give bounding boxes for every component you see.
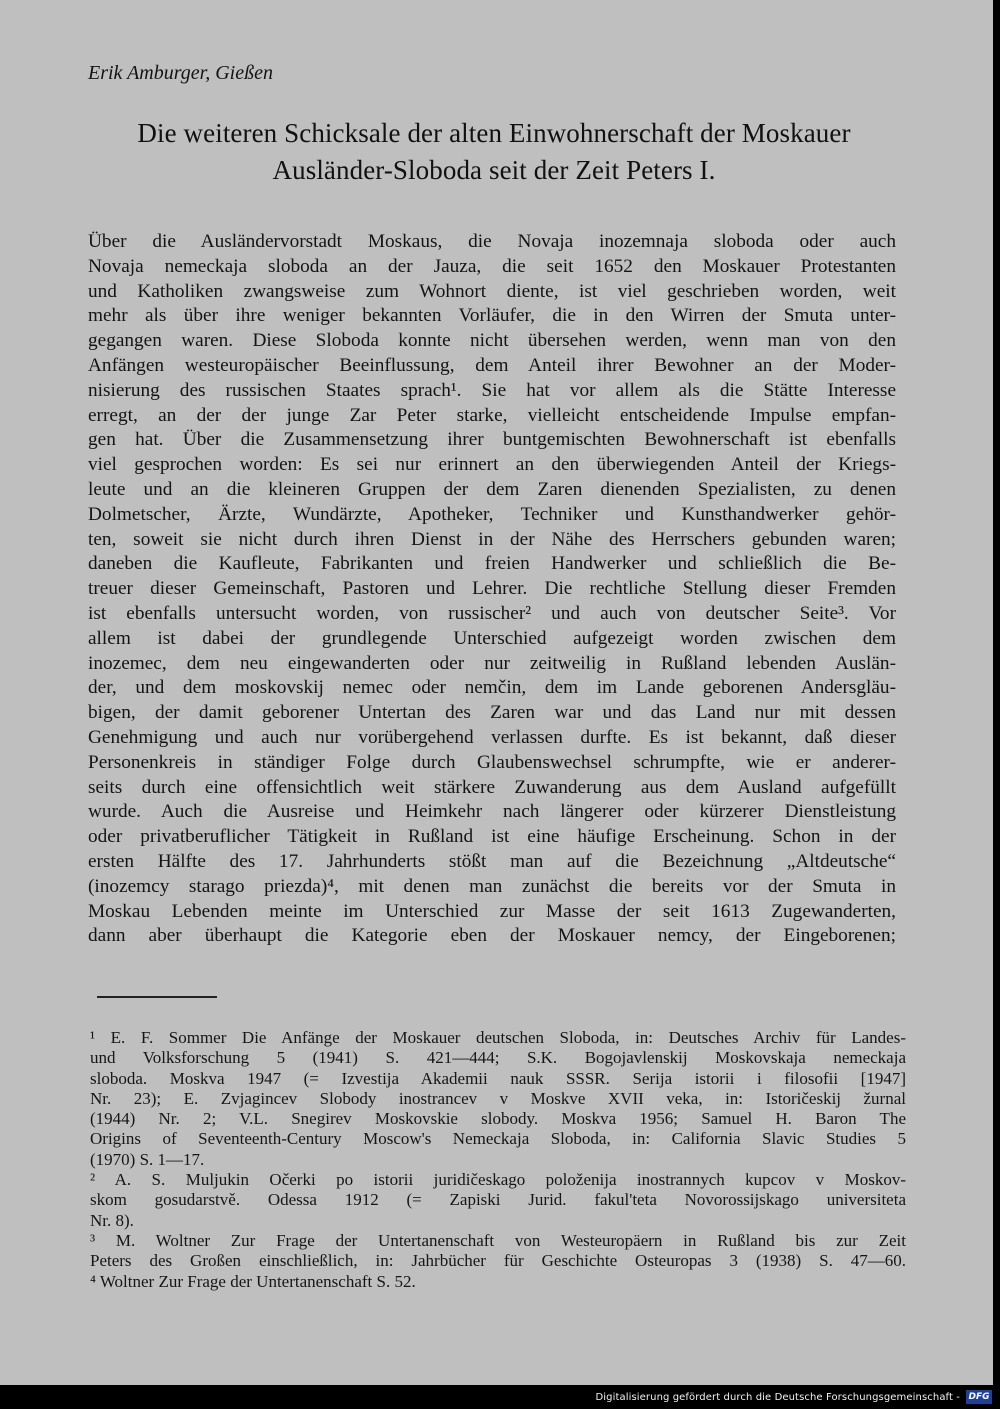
- footnote-line: Nr. 8).: [90, 1210, 134, 1230]
- body-line: nisierung des russischen Staates sprach¹. Sie hat vor allem als die Stätte Interesse: [88, 379, 896, 401]
- footnote-separator: [97, 996, 217, 998]
- body-line: und Katholiken zwangsweise zum Wohnort diente, ist viel geschrieben worden, weit: [88, 280, 896, 302]
- body-line: treuer dieser Gemeinschaft, Pastoren und Lehrer. Die rechtliche Stellung dieser Fremden: [88, 578, 896, 600]
- body-line: daneben die Kaufleute, Fabrikanten und freien Handwerker und schließlich die Be-: [88, 553, 896, 575]
- body-line: viel gesprochen worden: Es sei nur erinnert an den überwiegenden Anteil der Kriegs-: [88, 454, 896, 476]
- digitization-credit: Digitalisierung gefördert durch die Deutsche Forschungsgemeinschaft -: [595, 1392, 960, 1403]
- footnotes: [90, 1028, 906, 1292]
- author-line: Erik Amburger, Gießen: [88, 62, 273, 84]
- body-line: Über die Ausländervorstadt Moskaus, die Novaja inozemnaja sloboda oder auch: [88, 231, 896, 252]
- footnote-line: ¹ E. F. Sommer Die Anfänge der Moskauer deutschen Sloboda, in: Deutsches Archiv für Landes-: [90, 1028, 906, 1047]
- body-line: ersten Hälfte des 17. Jahrhunderts stößt man auf die Bezeichnung „Altdeutsche“: [88, 850, 896, 872]
- body-line: inozemec, dem neu eingewanderten oder nur zeitweilig in Rußland lebenden Auslän-: [88, 652, 896, 674]
- body-line: oder privatberuflicher Tätigkeit in Rußland ist eine häufige Erscheinung. Schon in der: [88, 826, 896, 848]
- body-line: Anfängen westeuropäischer Beeinflussung, dem Anteil ihrer Bewohner an der Moder-: [88, 354, 896, 376]
- body-line: der, und dem moskovskij nemec oder nemčin, dem im Lande geborenen Andersgläu-: [88, 677, 896, 699]
- body-line: (inozemcy starago priezda)⁴, mit denen man zunächst die bereits vor der Smuta in: [88, 875, 896, 897]
- body-line: ist ebenfalls untersucht worden, von russischer² und auch von deutscher Seite³. Vor: [88, 602, 896, 624]
- body-line: mehr als über ihre weniger bekannten Vorläufer, die in den Wirren der Smuta unter-: [88, 305, 896, 327]
- footnote-line: Origins of Seventeenth-Century Moscow's Nemeckaja Sloboda, in: California Slavic Studies 5: [90, 1129, 906, 1149]
- body-line: erregt, an der der junge Zar Peter starke, vielleicht entscheidende Impulse empfan-: [88, 404, 896, 426]
- body-line: allem ist dabei der grundlegende Unterschied aufgezeigt worden zwischen dem: [88, 627, 896, 649]
- footnote-line: ⁴ Woltner Zur Frage der Untertanenschaft S. 52.: [90, 1271, 416, 1291]
- body-line: Genehmigung und auch nur vorübergehend verlassen durfte. Es ist bekannt, daß dieser: [88, 726, 896, 748]
- footnote-line: ² A. S. Muljukin Očerki po istorii juridičeskago položenija inostrannych kupcov v Moskov-: [90, 1170, 906, 1190]
- body-line: wurde. Auch die Ausreise und Heimkehr nach längerer oder kürzerer Dienstleistung: [88, 801, 896, 823]
- dfg-logo: DFG: [966, 1390, 992, 1404]
- title-line-1: Die weiteren Schicksale der alten Einwohnerschaft der Moskauer: [137, 118, 851, 148]
- body-line: Moskau Lebenden meinte im Unterschied zur Masse der seit 1613 Zugewanderten,: [88, 900, 896, 922]
- article-title: [84, 115, 904, 189]
- body-line: Personenkreis in ständiger Folge durch Glaubenswechsel schrumpfte, wie er anderer-: [88, 751, 896, 773]
- body-text: [88, 230, 896, 949]
- footnote-line: skom gosudarstvě. Odessa 1912 (= Zapiski Jurid. fakul'teta Novorossijskago universiteta: [90, 1190, 906, 1210]
- footnote-line: Peters des Großen einschließlich, in: Jahrbücher für Geschichte Osteuropas 3 (1938) S. 47—60.: [90, 1251, 906, 1271]
- footnote-line: (1944) Nr. 2; V.L. Snegirev Moskovskie slobody. Moskva 1956; Samuel H. Baron The: [90, 1109, 906, 1129]
- footnote-line: und Volksforschung 5 (1941) S. 421—444; S.K. Bogojavlenskij Moskovskaja nemeckaja: [90, 1048, 906, 1068]
- body-line: gen hat. Über die Zusammensetzung ihrer buntgemischten Bewohnerschaft ist ebenfalls: [88, 429, 896, 451]
- body-line: bigen, der damit geborener Untertan des Zaren war und das Land nur mit dessen: [88, 702, 896, 724]
- body-line: Dolmetscher, Ärzte, Wundärzte, Apotheker, Techniker und Kunsthandwerker gehör-: [88, 503, 896, 525]
- footnote-line: ³ M. Woltner Zur Frage der Untertanenschaft von Westeuropäern in Rußland bis zur Zeit: [90, 1230, 906, 1250]
- body-line: ten, soweit sie nicht durch ihren Dienst in der Nähe des Herrschers gebunden waren;: [88, 528, 896, 550]
- title-line-2: Ausländer-Sloboda seit der Zeit Peters I.: [272, 155, 716, 185]
- body-line: gegangen waren. Diese Sloboda konnte nicht übersehen werden, wenn man von den: [88, 330, 896, 352]
- body-line: Novaja nemeckaja sloboda an der Jauza, die seit 1652 den Moskauer Protestanten: [88, 255, 896, 277]
- body-line: dann aber überhaupt die Kategorie eben der Moskauer nemcy, der Eingeborenen;: [88, 925, 896, 947]
- footnote-line: (1970) S. 1—17.: [90, 1149, 205, 1169]
- footnote-line: Nr. 23); E. Zvjagincev Slobody inostrancev v Moskve XVII veka, in: Istoričeskij žurnal: [90, 1088, 906, 1108]
- body-line: leute und an die kleineren Gruppen der dem Zaren dienenden Spezialisten, zu denen: [88, 478, 896, 500]
- footnote-line: sloboda. Moskva 1947 (= Izvestija Akademii nauk SSSR. Serija istorii i filosofii [1947]: [90, 1068, 906, 1088]
- body-line: seits durch eine offensichtlich weit stärkere Zuwanderung aus dem Ausland aufgefüllt: [88, 776, 896, 798]
